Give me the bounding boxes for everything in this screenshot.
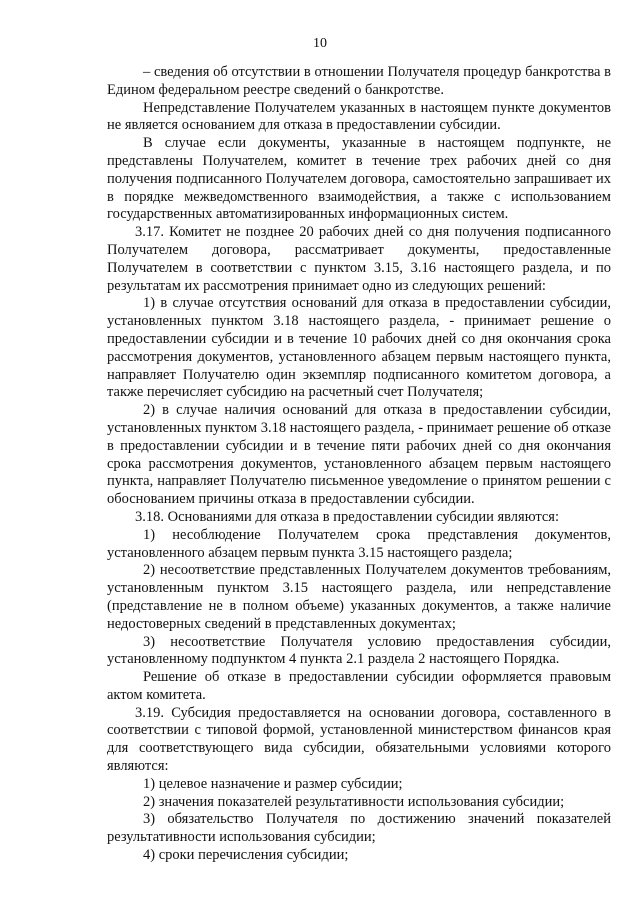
paragraph-non-submission: Непредставление Получателем указанных в настоящем пункте документов не является основанием для отказа в предоставлении субсидии. xyxy=(107,99,611,134)
paragraph-3-19: 3.19. Субсидия предоставляется на основании договора, составленного в соответствии с типовой формой, установленной министерством финансов края для соответствующего вида субсидии, обязательными условиями которого являются: xyxy=(107,704,611,775)
paragraph-bankruptcy-info: – сведения об отсутствии в отношении Получателя процедур банкротства в Едином федеральном реестре сведений о банкротстве. xyxy=(107,64,611,98)
document-body xyxy=(107,64,611,865)
paragraph-3-17-item-2: 2) в случае наличия оснований для отказа в предоставлении субсидии, установленных пунктом 3.18 настоящего раздела, - принимает решение об отказе в предоставлении субсидии и в течение пяти рабочих дней со дня окончания срока рассмотрения документов, установленного абзацем первым настоящего пункта, направляет Получателю письменное уведомление о принятом решении с обоснованием причины отказа в предоставлении субсидии. xyxy=(107,402,611,508)
paragraph-3-19-item-4: 4) сроки перечисления субсидии; xyxy=(143,847,349,864)
paragraph-3-18-item-1: 1) несоблюдение Получателем срока представления документов, установленного абзацем первым пункта 3.15 настоящего раздела; xyxy=(107,526,611,561)
paragraph-3-18-item-2: 2) несоответствие представленных Получателем документов требованиям, установленным пунктом 3.15 настоящего раздела, или непредставление (представление не в полном объеме) указанных документов, а также наличие недостоверных сведений в представленных документах; xyxy=(107,562,611,632)
paragraph-3-19-item-3: 3) обязательство Получателя по достижению значений показателей результативности использования субсидии; xyxy=(107,811,611,846)
paragraph-3-19-item-1: 1) целевое назначение и размер субсидии; xyxy=(143,775,403,792)
paragraph-3-18: 3.18. Основаниями для отказа в предоставлении субсидии являются: xyxy=(135,508,559,525)
page-number: 10 xyxy=(313,36,327,51)
paragraph-3-17: 3.17. Комитет не позднее 20 рабочих дней со дня получения подписанного Получателем договора, рассматривает документы, предоставленные Получателем в соответствии с пунктом 3.15, 3.16 настоящего раздела, и по результатам их рассмотрения принимает одно из следующих решений: xyxy=(107,224,611,294)
paragraph-3-19-item-2: 2) значения показателей результативности использования субсидии; xyxy=(143,793,565,810)
paragraph-interagency-request: В случае если документы, указанные в настоящем подпункте, не представлены Получателем, комитет в течение трех рабочих дней со дня получения подписанного Получателем договора, самостоятельно запрашивает их в порядке межведомственного взаимодействия, а также с использованием государственных автоматизированных информационных систем. xyxy=(107,135,611,223)
paragraph-3-17-item-1: 1) в случае отсутствия оснований для отказа в предоставлении субсидии, установленных пунктом 3.18 настоящего раздела, - принимает решение о предоставлении субсидии и в течение 10 рабочих дней со дня окончания срока рассмотрения документов, установленного абзацем первым настоящего пункта, направляет Получателю один экземпляр подписанного комитетом договора, а также перечисляет субсидию на расчетный счет Получателя; xyxy=(107,295,611,401)
paragraph-3-18-item-3: 3) несоответствие Получателя условию предоставления субсидии, установленному подпунктом 4 пункта 2.1 раздела 2 настоящего Порядка. xyxy=(107,633,611,668)
paragraph-refusal-decision: Решение об отказе в предоставлении субсидии оформляется правовым актом комитета. xyxy=(107,669,611,703)
